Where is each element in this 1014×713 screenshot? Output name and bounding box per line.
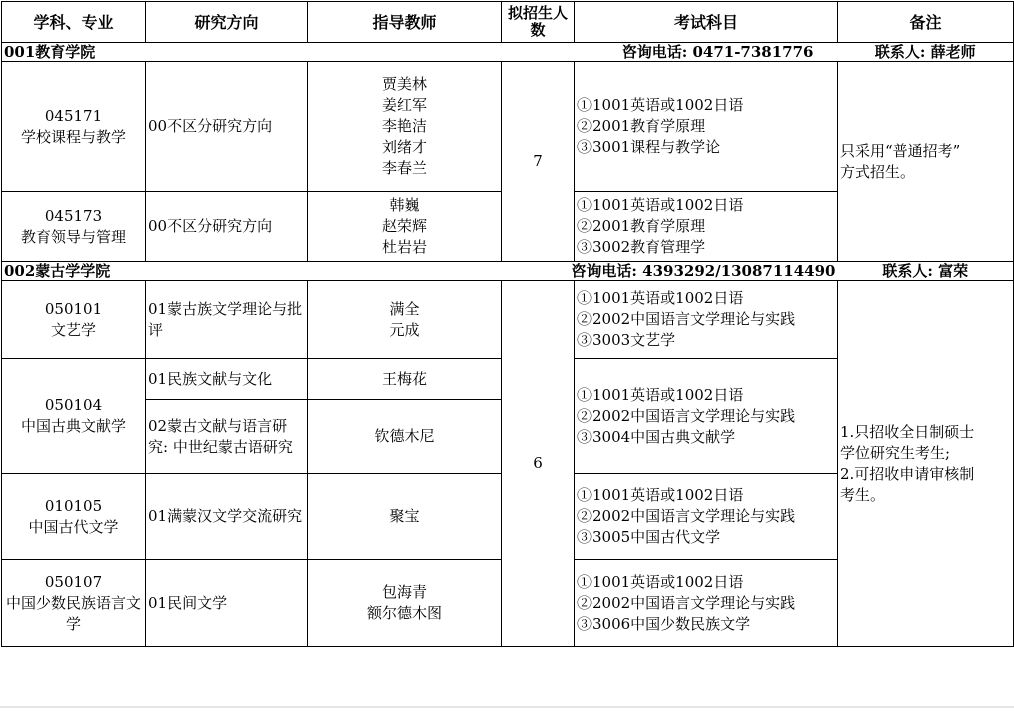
exam-subject: ②2001教育学原理 [577,117,706,135]
exam-subject: ①1001英语或1002日语 [577,385,744,404]
remark-line: 方式招生。 [840,162,916,181]
exam-subject: ③3004中国古典文献学 [577,427,736,446]
header-advisor: 指导教师 [308,2,502,43]
exam-subject: ①1001英语或1002日语 [577,486,744,504]
college-name: 002蒙古学学院 [2,262,502,281]
advisor-name: 赵荣辉 [381,217,427,235]
advisor-name: 李春兰 [381,159,427,177]
quota-cell: 6 [502,281,575,647]
college-row [2,262,1014,281]
major-name: 学校课程与教学 [20,127,126,146]
direction-cell: 01民间文学 [146,560,308,647]
table-row [2,281,1014,359]
exam-subject: ①1001英语或1002日语 [577,289,744,307]
header-exams: 考试科目 [575,2,838,43]
advisor-cell: 钦德木尼 [308,400,502,474]
header-row [2,2,1014,43]
advisor-cell [308,62,502,192]
college-name: 001教育学院 [2,43,502,62]
major-cell [2,560,146,647]
exam-cell [575,192,838,262]
advisor-cell [308,560,502,647]
advisor-name: 贾美林 [381,75,427,93]
advisor-name: 额尔德木图 [366,604,442,622]
admissions-table [1,1,1014,647]
exam-subject: ②2002中国语言文学理论与实践 [577,310,796,328]
exam-subject: ③3003文艺学 [577,331,676,349]
advisor-name: 杜岩岩 [381,238,427,256]
major-name: 文艺学 [50,320,96,339]
advisor-name: 满全 [389,299,420,318]
remark-line: 2.可招收申请审核制 [840,464,975,483]
exam-subject: ①1001英语或1002日语 [577,572,744,591]
remark-line: 1.只招收全日制硕士 [840,422,975,441]
exam-subject: ②2001教育学原理 [577,217,706,235]
header-remarks: 备注 [838,2,1014,43]
header-quota: 拟招生人数 [502,2,575,43]
advisor-cell [308,281,502,359]
exam-cell [575,359,838,474]
exam-subject: ②2002中国语言文学理论与实践 [577,406,796,425]
college-row [2,43,1014,62]
direction-cell: 00不区分研究方向 [146,192,308,262]
advisor-cell [308,474,502,560]
advisor-name: 姜红军 [381,96,427,114]
exam-subject: ③3001课程与教学论 [577,138,721,156]
direction-cell: 01满蒙汉文学交流研究 [146,474,308,560]
major-code: 045171 [44,106,103,125]
quota-cell: 7 [502,62,575,262]
remark-line: 学位研究生考生; [840,443,951,462]
remarks-cell [838,281,1014,647]
advisor-name: 韩巍 [389,196,420,214]
major-code: 050104 [44,396,103,414]
major-code: 050107 [44,572,103,591]
direction-cell: 02蒙古文献与语言研究: 中世纪蒙古语研究 [146,400,308,474]
college-contact: 联系人: 富荣 [838,262,1014,281]
table-row [2,62,1014,192]
page-divider [0,706,1014,708]
college-phone: 咨询电话: 4393292/13087114490 [502,262,838,281]
exam-cell [575,560,838,647]
exam-cell [575,62,838,192]
major-cell [2,359,146,474]
exam-subject: ②2002中国语言文学理论与实践 [577,507,796,525]
remark-line: 只采用“普通招考” [840,141,961,160]
college-contact: 联系人: 薛老师 [838,43,1014,62]
major-name: 中国古典文献学 [20,417,126,435]
remarks-cell [838,62,1014,262]
exam-subject: ①1001英语或1002日语 [577,96,744,114]
exam-subject: ③3002教育管理学 [577,238,706,256]
exam-subject: ②2002中国语言文学理论与实践 [577,593,796,612]
exam-cell [575,474,838,560]
major-code: 045173 [44,206,103,225]
major-code: 010105 [44,496,103,515]
exam-subject: ③3006中国少数民族文学 [577,614,751,633]
direction-cell: 01蒙古族文学理论与批评 [146,281,308,359]
advisor-name: 元成 [389,320,420,339]
major-cell [2,474,146,560]
major-cell [2,192,146,262]
major-cell [2,62,146,192]
header-major: 学科、专业 [2,2,146,43]
exam-cell [575,281,838,359]
college-phone: 咨询电话: 0471-7381776 [502,43,838,62]
remark-line: 考生。 [840,485,886,504]
advisor-name: 李艳洁 [381,117,427,135]
exam-subject: ③3005中国古代文学 [577,528,721,546]
major-name: 中国古代文学 [28,517,119,536]
advisor-name: 刘绪才 [381,138,427,156]
major-cell [2,281,146,359]
direction-cell: 01民族文献与文化 [146,359,308,400]
major-code: 050101 [44,299,103,318]
advisor-name: 包海青 [381,583,427,601]
advisor-cell [308,192,502,262]
major-name: 教育领导与管理 [20,227,126,246]
direction-cell: 00不区分研究方向 [146,62,308,192]
exam-subject: ①1001英语或1002日语 [577,196,744,214]
header-direction: 研究方向 [146,2,308,43]
major-name: 中国少数民族语言文学 [5,593,141,633]
advisor-cell: 王梅花 [308,359,502,400]
advisor-name: 聚宝 [389,507,420,525]
